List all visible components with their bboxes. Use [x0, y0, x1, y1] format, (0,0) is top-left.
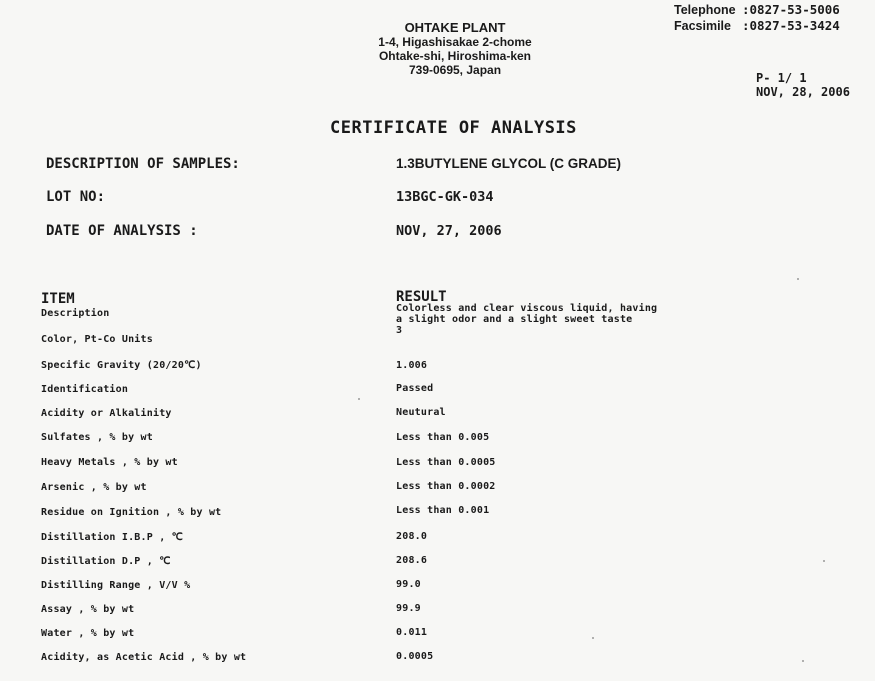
- table-row-item: Water , % by wt: [41, 628, 135, 639]
- telephone-value: :0827-53-5006: [742, 2, 840, 17]
- scan-speck: [358, 398, 360, 400]
- scan-speck: [823, 560, 825, 562]
- lot-no-value: 13BGC-GK-034: [396, 189, 494, 205]
- table-row-item: Arsenic , % by wt: [41, 482, 147, 493]
- table-row-result: 0.011: [396, 627, 428, 638]
- result-line: Colorless and clear viscous liquid, having: [396, 303, 658, 314]
- table-row-item: Distillation I.B.P , ℃: [41, 532, 184, 543]
- description-label: DESCRIPTION OF SAMPLES:: [46, 156, 240, 172]
- table-row-item: Specific Gravity (20/20℃): [41, 360, 202, 371]
- document-title: CERTIFICATE OF ANALYSIS: [330, 118, 577, 138]
- table-row-item: Sulfates , % by wt: [41, 432, 153, 443]
- table-row-result: Neutural: [396, 407, 446, 418]
- table-row-result: Less than 0.001: [396, 505, 490, 516]
- table-row-item: Distillation D.P , ℃: [41, 556, 171, 567]
- scan-speck: [797, 278, 799, 280]
- plant-address-line-2: Ohtake-shi, Hiroshima-ken: [378, 49, 532, 63]
- plant-address-line-3: 739-0695, Japan: [408, 63, 502, 77]
- table-row-result: 208.0: [396, 531, 428, 542]
- table-row-result: 99.0: [396, 579, 421, 590]
- description-value: 1.3BUTYLENE GLYCOL (C GRADE): [396, 156, 622, 171]
- table-row-item: Color, Pt-Co Units: [41, 334, 153, 345]
- table-row-result: 0.0005: [396, 651, 434, 662]
- table-row-result: [396, 303, 657, 336]
- date-of-analysis-value: NOV, 27, 2006: [396, 223, 502, 239]
- scan-speck: [802, 660, 804, 662]
- table-row-item: Distilling Range , V/V %: [41, 580, 191, 591]
- facsimile-label: Facsimile: [674, 19, 731, 33]
- table-row-item: Residue on Ignition , % by wt: [41, 507, 222, 518]
- page-number: P- 1/ 1: [756, 71, 807, 85]
- result-line: a slight odor and a slight sweet taste: [396, 314, 633, 325]
- plant-header: [305, 21, 605, 77]
- item-column-header: ITEM: [41, 291, 75, 307]
- page-info: [756, 71, 850, 99]
- table-row-result: Less than 0.0002: [396, 481, 496, 492]
- table-row-item: Description: [41, 308, 110, 319]
- table-row-item: Assay , % by wt: [41, 604, 135, 615]
- table-row-result: 208.6: [396, 555, 428, 566]
- issue-date: NOV, 28, 2006: [756, 85, 850, 99]
- table-row-item: Heavy Metals , % by wt: [41, 457, 178, 468]
- table-row-result: 99.9: [396, 603, 421, 614]
- table-row-item: Acidity or Alkalinity: [41, 408, 172, 419]
- facsimile-value: :0827-53-3424: [742, 18, 840, 33]
- date-of-analysis-label: DATE OF ANALYSIS :: [46, 223, 198, 239]
- telephone-label: Telephone: [674, 3, 736, 17]
- table-row-result: Less than 0.0005: [396, 457, 496, 468]
- table-row-result: 1.006: [396, 360, 428, 371]
- table-row-item: Acidity, as Acetic Acid , % by wt: [41, 652, 247, 663]
- table-row-result: Passed: [396, 383, 434, 394]
- result-line: 3: [396, 325, 403, 336]
- scan-speck: [592, 637, 594, 639]
- result-column-header: RESULT: [396, 289, 447, 305]
- lot-no-label: LOT NO:: [46, 189, 106, 205]
- plant-address-line-1: 1-4, Higashisakae 2-chome: [378, 35, 532, 49]
- contact-block: [674, 2, 840, 34]
- table-row-item: Identification: [41, 384, 129, 395]
- table-row-result: Less than 0.005: [396, 432, 490, 443]
- plant-name: OHTAKE PLANT: [404, 20, 506, 35]
